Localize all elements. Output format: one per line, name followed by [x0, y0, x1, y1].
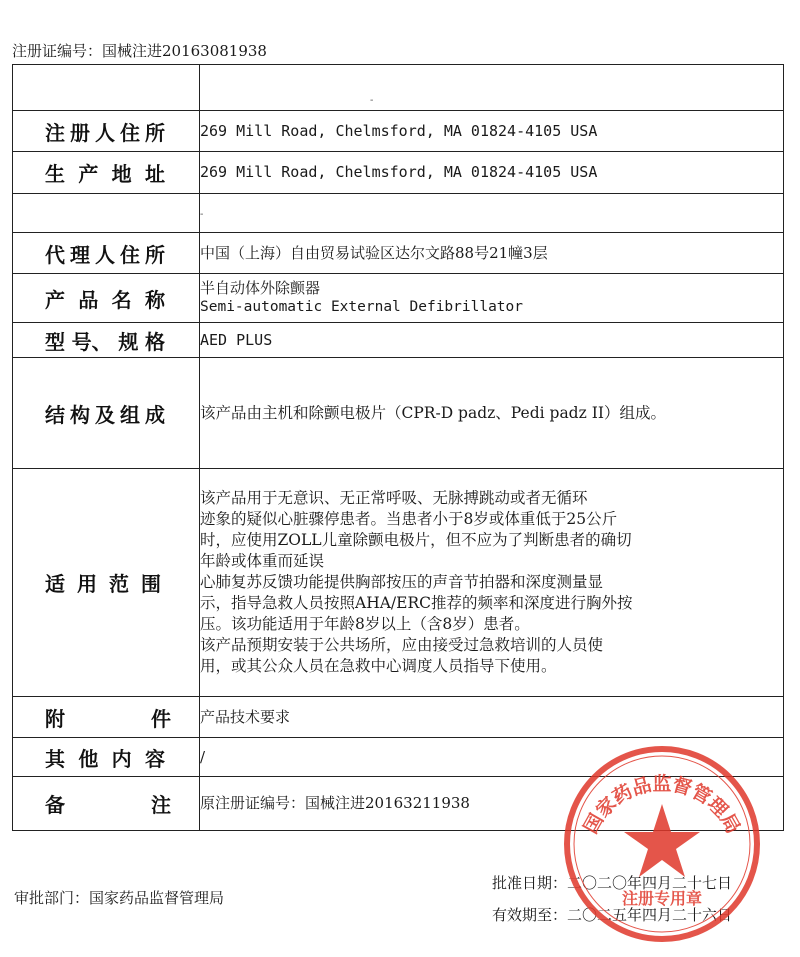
- label-char: 号、: [71, 329, 112, 354]
- label-char: 所: [145, 242, 165, 267]
- scope-line: 压。该功能适用于年龄8岁以上（含8岁）患者。: [200, 615, 530, 633]
- label-char: 备: [45, 793, 65, 817]
- other-value: /: [200, 738, 784, 777]
- label-char: 代: [45, 242, 65, 267]
- table-row-agent-address: [13, 233, 784, 274]
- label-char: 规: [118, 329, 139, 354]
- label-agent-address: [13, 239, 199, 268]
- label-char: 适: [45, 572, 65, 596]
- scope-line: 用，或其公众人员在急救中心调度人员指导下使用。: [200, 657, 557, 675]
- scope-line: 时，应使用ZOLL儿童除颤电极片，但不应为了判断患者的确切: [200, 531, 632, 549]
- table-row-attachment: [13, 697, 784, 738]
- label-char: 成: [145, 402, 165, 427]
- label-production-address: [13, 158, 199, 187]
- label-char: 住: [120, 242, 140, 267]
- label-model: [13, 326, 199, 355]
- product-name-en: Semi-automatic External Defibrillator: [200, 299, 524, 315]
- scope-line: 该产品用于无意识、无正常呼吸、无脉搏跳动或者无循环: [200, 489, 588, 507]
- label-product-name: [13, 284, 199, 313]
- label-char: 产: [78, 162, 99, 186]
- agent-address-value: 中国（上海）自由贸易试验区达尔文路88号21幢3层: [200, 233, 784, 274]
- certificate-table: [12, 64, 784, 831]
- label-char: 型: [45, 329, 65, 354]
- table-row-model: [13, 323, 784, 358]
- scope-line: 示，指导急救人员按照AHA/ERC推荐的频率和深度进行胸外按: [200, 594, 633, 612]
- table-row-registrant-address: [13, 111, 784, 152]
- registrant-address-value: 269 Mill Road, Chelmsford, MA 01824-4105 USA: [200, 111, 784, 152]
- scope-line: 该产品预期安装于公共场所，应由接受过急救培训的人员使: [200, 636, 604, 654]
- production-address-value: 269 Mill Road, Chelmsford, MA 01824-4105 USA: [200, 152, 784, 194]
- scope-line: 心肺复苏反馈功能提供胸部按压的声音节拍器和深度测量显: [200, 573, 604, 591]
- label-char: 件: [151, 706, 171, 731]
- label-char: 名: [111, 287, 132, 312]
- label-char: 组: [120, 402, 140, 427]
- attachment-value: 产品技术要求: [200, 697, 784, 738]
- blank-mark: -: [370, 95, 374, 106]
- label-char: 理: [70, 242, 90, 267]
- label-char: 住: [120, 120, 140, 145]
- label-char: 人: [95, 120, 115, 145]
- label-char: 址: [144, 162, 165, 186]
- blank-mark: -: [200, 208, 204, 220]
- seal-authority-text: 国家药品监督管理局: [579, 773, 745, 838]
- label-registrant-address: [13, 117, 199, 146]
- table-row-production-address: [13, 152, 784, 194]
- official-seal-stamp: [562, 744, 762, 944]
- label-remarks: [13, 789, 199, 818]
- seal-star-icon: [624, 804, 700, 877]
- model-value: AED PLUS: [200, 323, 784, 358]
- label-scope: [13, 568, 199, 597]
- label-structure: [13, 399, 199, 428]
- table-row-blank-1: [13, 65, 784, 111]
- label-char: 他: [78, 746, 99, 771]
- label-char: 格: [144, 329, 165, 354]
- label-char: 地: [111, 162, 132, 186]
- product-name-cn: 半自动体外除颤器: [200, 279, 321, 297]
- remarks-value: 原注册证编号：国械注进20163211938: [200, 777, 784, 831]
- label-char: 册: [70, 120, 90, 145]
- table-row-scope: [13, 469, 784, 697]
- label-char: 其: [45, 746, 65, 771]
- scope-line: 迹象的疑似心脏骤停患者。当患者小于8岁或体重低于25公斤: [200, 510, 618, 528]
- label-char: 注: [45, 120, 65, 145]
- label-char: 注: [151, 793, 171, 817]
- approval-date: 批准日期：二〇二〇年四月二十七日: [492, 874, 733, 892]
- scope-line: 年龄或体重而延误: [200, 552, 325, 570]
- label-char: 容: [144, 746, 165, 771]
- label-char: 称: [144, 287, 165, 312]
- valid-until-date: 有效期至：二〇二五年四月二十六日: [492, 906, 733, 924]
- label-char: 产: [45, 287, 65, 312]
- approving-authority: 审批部门：国家药品监督管理局: [14, 889, 225, 907]
- label-attachment: [13, 703, 199, 732]
- label-char: 构: [70, 402, 90, 427]
- label-char: 用: [77, 572, 97, 596]
- label-char: 生: [45, 162, 65, 186]
- table-row-structure: [13, 358, 784, 469]
- label-char: 内: [111, 746, 132, 771]
- label-char: 及: [95, 402, 115, 427]
- label-other: [13, 743, 199, 772]
- table-row-product-name: [13, 274, 784, 323]
- label-char: 围: [141, 572, 161, 596]
- table-row-blank-2: [13, 194, 784, 233]
- label-char: 附: [45, 706, 65, 731]
- certificate-number: 注册证编号：国械注进20163081938: [12, 42, 267, 60]
- label-char: 品: [78, 287, 99, 312]
- structure-value: 该产品由主机和除颤电极片（CPR-D padz、Pedi padz II）组成。: [200, 358, 784, 469]
- blank-label-cell: [13, 65, 200, 111]
- label-char: 结: [45, 402, 65, 427]
- label-char: 人: [95, 242, 115, 267]
- seal-purpose-text: 注册专用章: [621, 889, 703, 908]
- label-char: 范: [109, 572, 129, 596]
- label-char: 所: [145, 120, 165, 145]
